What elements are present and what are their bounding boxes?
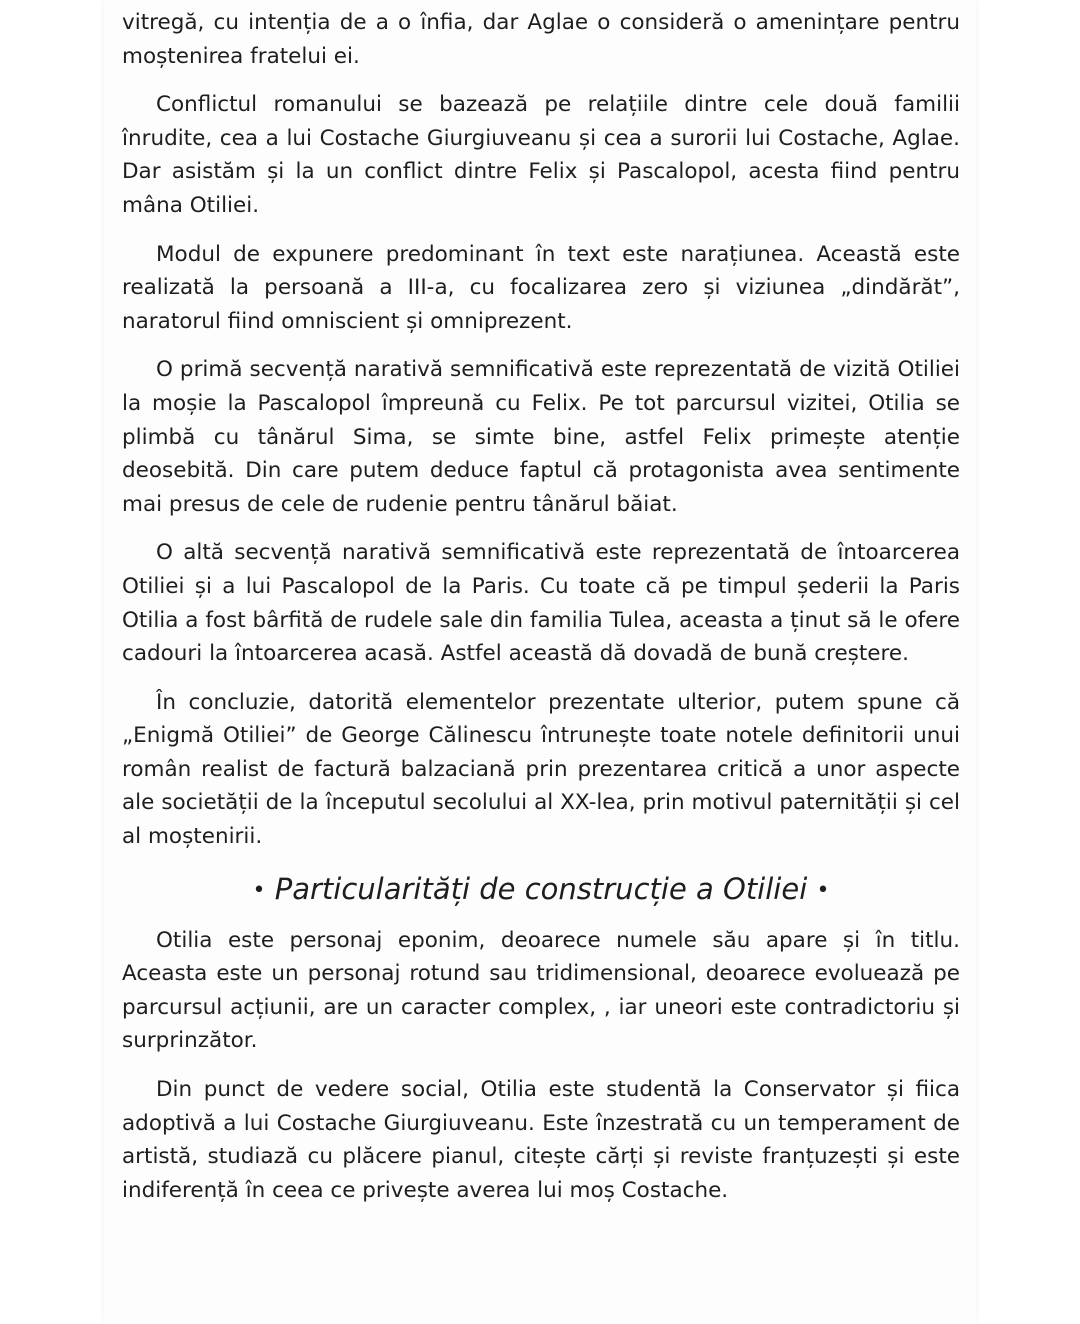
section-heading	[122, 869, 960, 911]
section-heading-title: Particularități de construcție a Otiliei	[274, 871, 808, 906]
heading-bullet-right: •	[816, 877, 830, 903]
paragraph-intro-continuation: vitregă, cu intenția de a o înfia, dar Aglae o consideră o amenințare pentru moștenirea fratelui ei.	[122, 10, 960, 69]
paragraph-social-perspective: Din punct de vedere social, Otilia este studentă la Conservator și fiica adoptivă a lui Costache Giurgiuveanu. Este înzestrată cu un temperament de artistă, studiază cu plăcere pianul, citește cărți și reviste franțuzești și este indiferență în ceea ce privește averea lui moș Costache.	[122, 1077, 960, 1203]
paragraph-conclusion: În concluzie, datorită elementelor prezentate ulterior, putem spune că „Enigmă Otiliei” de George Călinescu întrunește toate notele definitorii unui român realist de factură balzaciană prin prezentarea critică a unor aspecte ale societății de la începutul secolului al XX-lea, prin motivul paternității și cel al moștenirii.	[122, 689, 960, 850]
heading-bullet-left: •	[252, 877, 266, 903]
paragraph-conflict: Conflictul romanului se bazează pe relațiile dintre cele două familii înrudite, cea a lui Costache Giurgiuveanu și cea a surorii lui Costache, Aglae. Dar asistăm și la un conflict dintre Felix și Pascalopol, acesta fiind pentru mâna Otiliei.	[122, 92, 960, 218]
paragraph-first-sequence: O primă secvență narativă semnificativă este reprezentată de vizită Otiliei la moșie la Pascalopol împreună cu Felix. Pe tot parcursul vizitei, Otilia se plimbă cu tânărul Sima, se simte bine, astfel Felix primește atenție deosebită. Din care putem deduce faptul că protagonista avea sentimente mai presus de cele de rudenie pentru tânărul băiat.	[122, 357, 960, 517]
document-body	[122, 6, 960, 1222]
paragraph-eponymous-character: Otilia este personaj eponim, deoarece numele său apare și în titlu. Aceasta este un personaj rotund sau tridimensional, deoarece evoluează pe parcursul acțiunii, are un caracter complex, , iar uneori este contradictoriu și surprinzător.	[122, 927, 960, 1054]
paragraph-second-sequence: O altă secvență narativă semnificativă este reprezentată de întoarcerea Otiliei și a lui Pascalopol de la Paris. Cu toate că pe timpul șederii la Paris Otilia a fost bârfită de rudele sale din familia Tulea, aceasta a ținut să le ofere cadouri la întoarcerea acasă. Astfel această dă dovadă de bună creștere.	[122, 540, 960, 667]
paragraph-narration-mode: Modul de expunere predominant în text este narațiunea. Această este realizată la persoană a III-a, cu focalizarea zero și viziunea „dindărăt”, naratorul fiind omniscient și omniprezent.	[122, 241, 960, 334]
